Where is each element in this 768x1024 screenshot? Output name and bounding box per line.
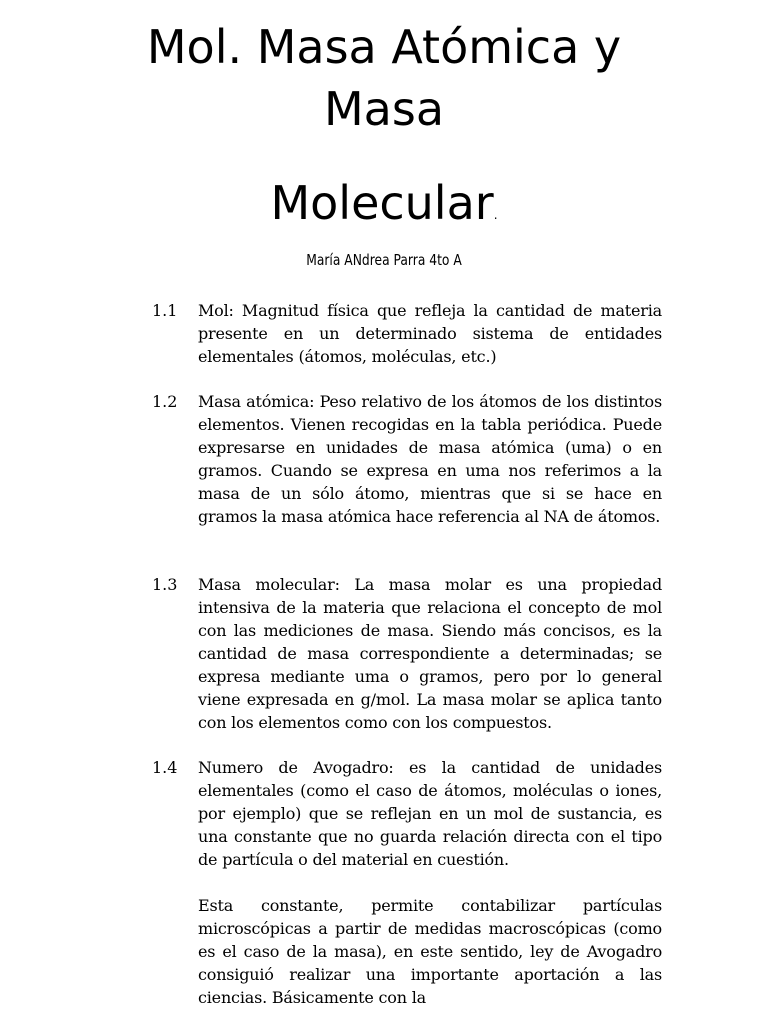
title-line-3 [0,176,768,230]
author-line: María ANdrea Parra 4to A [306,251,462,269]
title-word-molecular: Molecular [270,176,494,230]
section-number: 1.1 [152,301,178,320]
section-text: Numero de Avogadro: es la cantidad de unidades elementales (como el caso de átomos, moléculas o iones, por ejemplo) que se reflejan en un mol de sustancia, es una constante que no guarda relación directa con el tipo de partícula o del material en cuestión. [198,758,662,869]
section-number: 1.3 [152,575,178,594]
section-number: 1.2 [152,392,178,411]
section-text: Masa molecular: La masa molar es una propiedad intensiva de la materia que relaciona el concepto de mol con las mediciones de masa. Siendo más concisos, es la cantidad de masa correspondiente a determinadas; se expresa mediante uma o gramos, pero por lo general viene expresada en g/mol. La masa molar se aplica tanto con los elementos como con los compuestos. [198,575,662,732]
section-number: 1.4 [152,758,178,777]
title-line-2: Masa [323,82,445,136]
title-dot: . [493,208,498,222]
continuation-text: Esta constante, permite contabilizar partículas microscópicas a partir de medidas macroscópicas (como es el caso de la masa), en este sentido, ley de Avogadro consiguió realizar una importante aportación a las ciencias. Básicamente con la [198,896,662,1007]
title-line-1: Mol. Masa Atómica y [146,20,622,74]
section-text: Mol: Magnitud física que refleja la cantidad de materia presente en un determinado sistema de entidades elementales (átomos, moléculas, etc.) [198,301,662,366]
section-text: Masa atómica: Peso relativo de los átomos de los distintos elementos. Vienen recogidas en la tabla periódica. Puede expresarse en unidades de masa atómica (uma) o en gramos. Cuando se expresa en uma nos referimos a la masa de un sólo átomo, mientras que si se hace en gramos la masa atómica hace referencia al NA de átomos. [198,392,662,526]
